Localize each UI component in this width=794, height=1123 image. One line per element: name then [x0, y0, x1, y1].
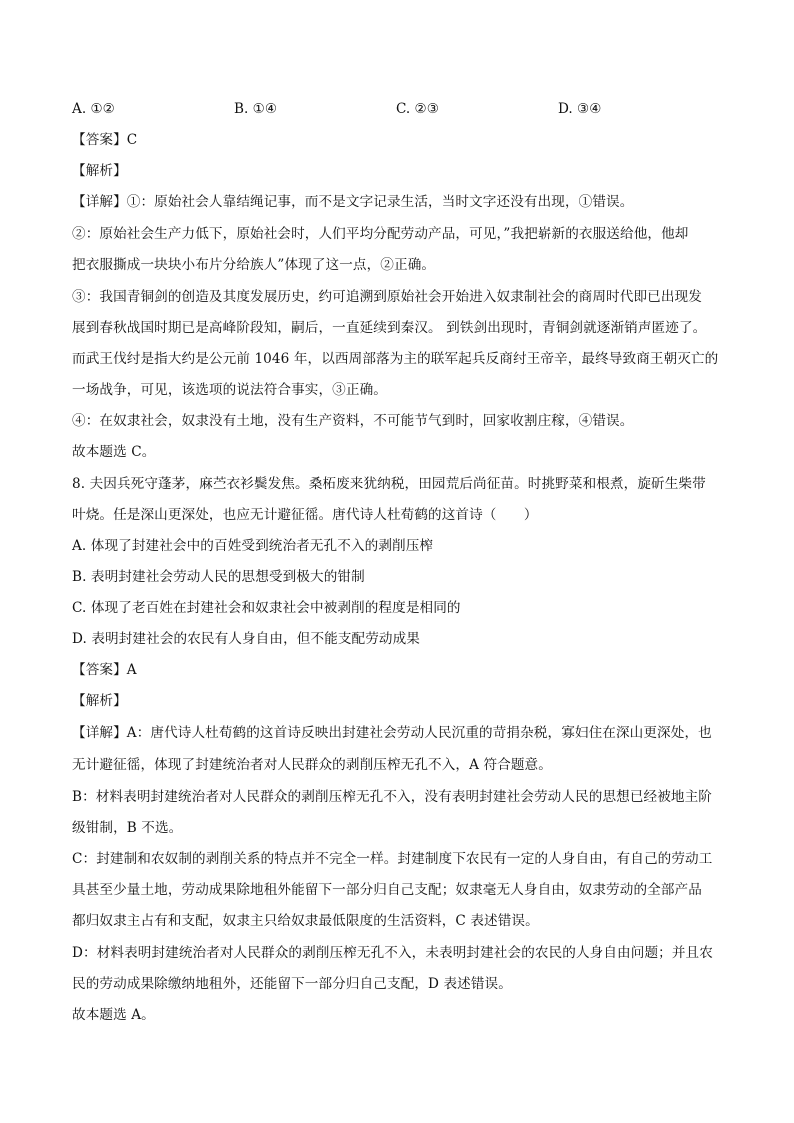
q8-detail-line: 具甚至少量土地，劳动成果除地租外能留下一部分归自己支配；奴隶毫无人身自由，奴隶劳动的全部产品	[72, 882, 702, 898]
q8-option-b: B. 表明封建社会劳动人民的思想受到极大的钳制	[72, 569, 365, 585]
q7-detail-line: 【详解】①：原始社会人靠结绳记事，而不是文字记录生活，当时文字还没有出现，①错误。	[72, 194, 634, 210]
q7-detail-line: ④：在奴隶社会，奴隶没有土地，没有生产资料，不可能节气到时，回家收割庄稼，④错误。	[72, 413, 634, 429]
q8-detail-line: 都归奴隶主占有和支配，奴隶主只给奴隶最低限度的生活资料，C 表述错误。	[72, 913, 539, 929]
q8-option-c: C. 体现了老百姓在封建社会和奴隶社会中被剥削的程度是相同的	[72, 600, 461, 616]
q8-detail-line: 【详解】A：唐代诗人杜荀鹤的这首诗反映出封建社会劳动人民沉重的苛捐杂税，寡妇住在深山更深处，也	[72, 725, 712, 741]
q7-option-d: D. ③④	[558, 101, 602, 117]
q8-option-a: A. 体现了封建社会中的百姓受到统治者无孔不入的剥削压榨	[72, 538, 434, 554]
q7-option-c: C. ②③	[396, 101, 439, 117]
q7-detail-line: 展到春秋战国时期已是高峰阶段知，嗣后，一直延续到秦汉。 到铁剑出现时，青铜剑就逐渐销声匿迹了。	[72, 320, 707, 336]
q7-analysis-text: 解析	[85, 163, 114, 179]
q7-detail-line: 把衣服撕成一块块小布片分给族人”体现了这一点，②正确。	[72, 257, 436, 273]
q8-option-d: D. 表明封建社会的农民有人身自由，但不能支配劳动成果	[72, 631, 421, 647]
q8-analysis-label: 【解析】	[72, 693, 127, 709]
q7-detail-line: ②：原始社会生产力低下，原始社会时，人们平均分配劳动产品，可见，”我把崭新的衣服送给他，他却	[72, 226, 689, 242]
q8-detail-line: D：材料表明封建统治者对人民群众的剥削压榨无孔不入，未表明封建社会的农民的人身自由问题；并且农	[72, 945, 713, 961]
q7-analysis-label: 【解析】	[72, 163, 127, 179]
q8-detail-line: 无计避征徭，体现了封建统治者对人民群众的剥削压榨无孔不入，A 符合题意。	[72, 757, 552, 773]
q7-option-b: B. ①④	[234, 101, 278, 117]
q8-detail-line: B：材料表明封建统治者对人民群众的剥削压榨无孔不入，没有表明封建社会劳动人民的思想已经被地主阶	[72, 789, 712, 805]
q7-conclusion: 故本题选 C。	[72, 444, 156, 460]
q7-detail-line: 一场战争，可见，该选项的说法符合事实，③正确。	[72, 382, 387, 398]
q8-conclusion: 故本题选 A。	[72, 1007, 155, 1023]
q7-option-a: A. ①②	[72, 101, 115, 117]
q8-analysis-text: 解析	[85, 693, 114, 709]
q8-answer: 【答案】A	[72, 662, 137, 678]
q7-answer: 【答案】C	[72, 132, 138, 148]
q8-detail-line: 级钳制，B 不选。	[72, 820, 183, 836]
q7-detail-line: ③：我国青铜剑的创造及其度发展历史，约可追溯到原始社会开始进入奴隶制社会的商周时代即已出现发	[72, 289, 702, 305]
q8-stem-line: 叶烧。任是深山更深处，也应无计避征徭。唐代诗人杜荀鹤的这首诗（ ）	[72, 507, 538, 523]
q7-detail-line: 而武王伐纣是指大约是公元前 1046 年，以西周部落为主的联军起兵反商纣王帝辛，最终导致商王朝灭亡的	[72, 351, 719, 367]
q8-detail-line: C：封建制和农奴制的剥削关系的特点并不完全一样。封建制度下农民有一定的人身自由，有自己的劳动工	[72, 851, 713, 867]
q8-detail-line: 民的劳动成果除缴纳地租外，还能留下一部分归自己支配，D 表述错误。	[72, 976, 512, 992]
q8-stem-line: 8. 夫因兵死守蓬茅，麻苎衣衫鬓发焦。桑柘废来犹纳税，田园荒后尚征苗。时挑野菜和根煮，旋斫生柴带	[72, 476, 706, 492]
